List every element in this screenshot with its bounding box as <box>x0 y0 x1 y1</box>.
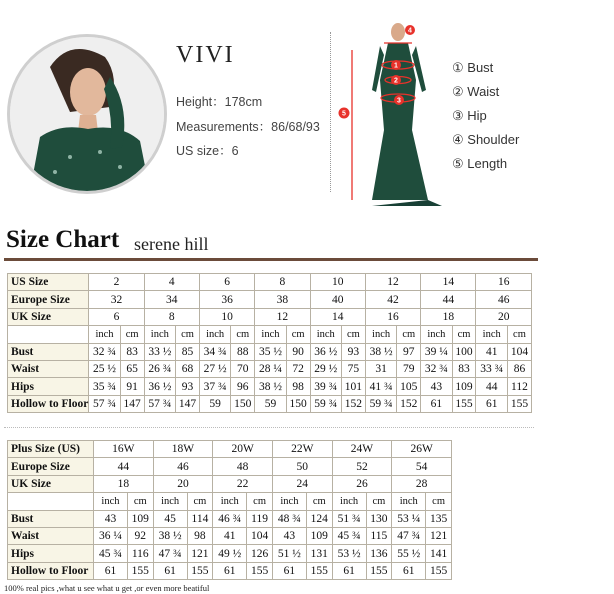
unit-cell: cm <box>452 326 476 343</box>
measurement-cell: 155 <box>426 562 452 579</box>
model-height: Height：178cm <box>176 95 263 109</box>
size-cell: 2 <box>89 274 144 291</box>
row-header: Europe Size <box>8 458 94 475</box>
measurement-cell: 93 <box>176 378 200 395</box>
unit-row <box>8 493 452 510</box>
measurement-cell: 147 <box>176 395 200 412</box>
measurement-cell: 136 <box>366 545 392 562</box>
size-cell: 20 <box>476 308 532 325</box>
size-cell: 8 <box>255 274 310 291</box>
model-portrait-image <box>10 37 164 191</box>
footnote: 100% real pics ,what u see what u get ,or even more beatiful <box>4 583 210 593</box>
size-cell: 16 <box>476 274 532 291</box>
size-cell: 54 <box>392 458 452 475</box>
size-cell: 26W <box>392 441 452 458</box>
measurement-cell: 45 <box>153 510 187 527</box>
model-us-size: US size：6 <box>176 144 239 158</box>
unit-cell: inch <box>255 326 286 343</box>
measurement-cell: 101 <box>341 378 365 395</box>
unit-cell: cm <box>507 326 531 343</box>
row-header: Hips <box>8 378 89 395</box>
size-cell: 46 <box>153 458 213 475</box>
row-header: Waist <box>8 360 89 377</box>
measurement-cell: 57 ¾ <box>144 395 175 412</box>
measurement-cell: 131 <box>306 545 332 562</box>
measurement-cell: 150 <box>231 395 255 412</box>
size-cell: 20W <box>213 441 273 458</box>
measurement-cell: 37 ¾ <box>199 378 230 395</box>
measurement-cell: 98 <box>187 527 213 544</box>
measurement-cell: 109 <box>306 527 332 544</box>
measurement-row <box>8 343 532 360</box>
standard-size-table <box>7 273 532 413</box>
row-header: US Size <box>8 274 89 291</box>
measurement-cell: 61 <box>94 562 128 579</box>
measurement-cell: 91 <box>120 378 144 395</box>
size-cell: 32 <box>89 291 144 308</box>
measurement-cell: 33 ¾ <box>476 360 507 377</box>
measurement-cell: 104 <box>247 527 273 544</box>
measurement-cell: 121 <box>426 527 452 544</box>
model-measurements: Measurements：86/68/93 <box>176 120 320 134</box>
size-chart-title: Size Chart <box>6 226 120 253</box>
unit-cell: cm <box>366 493 392 510</box>
measurement-cell: 53 ½ <box>332 545 366 562</box>
measurement-cell: 121 <box>187 545 213 562</box>
measurement-cell: 68 <box>176 360 200 377</box>
measurement-cell: 45 ¾ <box>94 545 128 562</box>
measurement-cell: 47 ¾ <box>392 527 426 544</box>
size-row <box>8 291 532 308</box>
measurement-cell: 41 <box>476 343 507 360</box>
unit-cell: inch <box>365 326 396 343</box>
measurement-cell: 70 <box>231 360 255 377</box>
measurement-cell: 65 <box>120 360 144 377</box>
measurement-cell: 155 <box>366 562 392 579</box>
measurement-cell: 51 ½ <box>272 545 306 562</box>
marker-label: 2 <box>394 77 398 85</box>
measurement-cell: 61 <box>272 562 306 579</box>
measurement-cell: 141 <box>426 545 452 562</box>
size-cell: 42 <box>365 291 420 308</box>
unit-cell: inch <box>153 493 187 510</box>
measurement-cell: 32 ¾ <box>421 360 452 377</box>
measurement-cell: 35 ¾ <box>89 378 120 395</box>
marker-label: 5 <box>342 110 346 118</box>
size-cell: 16 <box>365 308 420 325</box>
measurement-cell: 135 <box>426 510 452 527</box>
size-cell: 20 <box>153 475 213 492</box>
row-header: Europe Size <box>8 291 89 308</box>
measurement-row <box>8 527 452 544</box>
size-row <box>8 475 452 492</box>
size-cell: 44 <box>421 291 476 308</box>
measurement-cell: 59 ¾ <box>365 395 396 412</box>
unit-cell: inch <box>94 493 128 510</box>
measurement-cell: 152 <box>341 395 365 412</box>
measurement-cell: 31 <box>365 360 396 377</box>
size-cell: 28 <box>392 475 452 492</box>
unit-cell: inch <box>144 326 175 343</box>
size-cell: 10 <box>199 308 254 325</box>
unit-cell: cm <box>426 493 452 510</box>
measurement-cell: 85 <box>176 343 200 360</box>
size-row <box>8 441 452 458</box>
size-cell: 36 <box>199 291 254 308</box>
measurement-cell: 105 <box>397 378 421 395</box>
measurement-cell: 116 <box>127 545 153 562</box>
row-header: Bust <box>8 510 94 527</box>
measurement-cell: 100 <box>452 343 476 360</box>
size-cell: 14 <box>421 274 476 291</box>
measurement-cell: 124 <box>306 510 332 527</box>
size-cell: 6 <box>89 308 144 325</box>
row-header: UK Size <box>8 308 89 325</box>
row-header: Plus Size (US) <box>8 441 94 458</box>
plus-size-table <box>7 440 452 580</box>
row-header: Hips <box>8 545 94 562</box>
size-cell: 18 <box>94 475 154 492</box>
measurement-cell: 150 <box>286 395 310 412</box>
measurement-row <box>8 545 452 562</box>
section-divider <box>330 32 331 192</box>
measurement-cell: 25 ½ <box>89 360 120 377</box>
measurement-cell: 27 ½ <box>199 360 230 377</box>
measurement-cell: 75 <box>341 360 365 377</box>
measurement-cell: 155 <box>507 395 531 412</box>
unit-cell: inch <box>199 326 230 343</box>
measurement-cell: 119 <box>247 510 273 527</box>
unit-cell: cm <box>247 493 273 510</box>
size-cell: 14 <box>310 308 365 325</box>
measurement-cell: 55 ½ <box>392 545 426 562</box>
size-cell: 16W <box>94 441 154 458</box>
blank-cell <box>8 326 89 343</box>
marker-label: 3 <box>397 97 401 105</box>
unit-cell: inch <box>392 493 426 510</box>
size-cell: 24W <box>332 441 392 458</box>
size-cell: 44 <box>94 458 154 475</box>
model-photo <box>7 34 167 194</box>
measurement-cell: 96 <box>231 378 255 395</box>
measurement-cell: 26 ¾ <box>144 360 175 377</box>
measurement-cell: 49 ½ <box>213 545 247 562</box>
blank-cell <box>8 493 94 510</box>
unit-cell: cm <box>341 326 365 343</box>
measurement-cell: 79 <box>397 360 421 377</box>
measurement-cell: 59 <box>255 395 286 412</box>
measurement-cell: 41 <box>213 527 247 544</box>
measurement-cell: 61 <box>392 562 426 579</box>
size-cell: 12 <box>255 308 310 325</box>
unit-cell: cm <box>397 326 421 343</box>
marker-label: 1 <box>394 62 398 70</box>
size-cell: 6 <box>199 274 254 291</box>
measurement-cell: 61 <box>153 562 187 579</box>
row-header: Hollow to Floor <box>8 395 89 412</box>
measurement-cell: 59 <box>199 395 230 412</box>
measurement-cell: 32 ¾ <box>89 343 120 360</box>
row-header: UK Size <box>8 475 94 492</box>
measurement-cell: 34 ¾ <box>199 343 230 360</box>
measurement-cell: 41 ¾ <box>365 378 396 395</box>
measurement-cell: 115 <box>366 527 392 544</box>
measurement-cell: 112 <box>507 378 531 395</box>
measurement-row <box>8 378 532 395</box>
measurement-cell: 155 <box>127 562 153 579</box>
table-divider <box>4 427 534 428</box>
legend-item-shoulder: ④ Shoulder <box>452 132 520 147</box>
measurement-cell: 93 <box>341 343 365 360</box>
row-header: Hollow to Floor <box>8 562 94 579</box>
size-cell: 18W <box>153 441 213 458</box>
size-chart-subtitle: serene hill <box>134 234 209 254</box>
measurement-cell: 33 ½ <box>144 343 175 360</box>
unit-cell: inch <box>213 493 247 510</box>
measurement-cell: 59 ¾ <box>310 395 341 412</box>
measurement-cell: 45 ¾ <box>332 527 366 544</box>
size-row <box>8 274 532 291</box>
size-cell: 48 <box>213 458 273 475</box>
measurement-cell: 43 <box>421 378 452 395</box>
size-cell: 26 <box>332 475 392 492</box>
unit-cell: inch <box>476 326 507 343</box>
row-header: Bust <box>8 343 89 360</box>
measurement-cell: 92 <box>127 527 153 544</box>
measurement-cell: 53 ¼ <box>392 510 426 527</box>
measurement-cell: 38 ½ <box>153 527 187 544</box>
size-cell: 10 <box>310 274 365 291</box>
measurement-cell: 155 <box>247 562 273 579</box>
measurement-cell: 72 <box>286 360 310 377</box>
measurement-cell: 57 ¾ <box>89 395 120 412</box>
measurement-cell: 48 ¾ <box>272 510 306 527</box>
size-row <box>8 308 532 325</box>
measurement-cell: 36 ¼ <box>94 527 128 544</box>
unit-cell: inch <box>272 493 306 510</box>
measurement-row <box>8 395 532 412</box>
unit-cell: cm <box>306 493 332 510</box>
measurement-cell: 147 <box>120 395 144 412</box>
measurement-cell: 39 ¼ <box>421 343 452 360</box>
legend-item-length: ⑤ Length <box>452 156 508 171</box>
size-cell: 24 <box>272 475 332 492</box>
size-cell: 4 <box>144 274 199 291</box>
measurement-cell: 97 <box>397 343 421 360</box>
measurement-cell: 38 ½ <box>365 343 396 360</box>
measurement-cell: 155 <box>452 395 476 412</box>
measurement-cell: 38 ½ <box>255 378 286 395</box>
unit-cell: inch <box>89 326 120 343</box>
measurement-cell: 43 <box>94 510 128 527</box>
measurement-cell: 43 <box>272 527 306 544</box>
size-row <box>8 458 452 475</box>
measurement-cell: 47 ¾ <box>153 545 187 562</box>
measurement-cell: 155 <box>306 562 332 579</box>
measurement-cell: 104 <box>507 343 531 360</box>
measurement-row <box>8 360 532 377</box>
unit-row <box>8 326 532 343</box>
measurement-cell: 61 <box>332 562 366 579</box>
unit-cell: inch <box>421 326 452 343</box>
unit-cell: cm <box>120 326 144 343</box>
size-cell: 52 <box>332 458 392 475</box>
measurement-cell: 44 <box>476 378 507 395</box>
measurement-cell: 83 <box>452 360 476 377</box>
measurement-cell: 126 <box>247 545 273 562</box>
measurement-cell: 152 <box>397 395 421 412</box>
legend-item-bust: ① Bust <box>452 60 494 75</box>
size-cell: 50 <box>272 458 332 475</box>
unit-cell: cm <box>187 493 213 510</box>
legend-item-hip: ③ Hip <box>452 108 487 123</box>
measurement-cell: 61 <box>476 395 507 412</box>
measurement-cell: 109 <box>127 510 153 527</box>
measurement-cell: 35 ½ <box>255 343 286 360</box>
measurement-cell: 130 <box>366 510 392 527</box>
unit-cell: inch <box>332 493 366 510</box>
size-cell: 46 <box>476 291 532 308</box>
legend-item-waist: ② Waist <box>452 84 500 99</box>
measurement-cell: 90 <box>286 343 310 360</box>
measurement-cell: 28 ¼ <box>255 360 286 377</box>
unit-cell: cm <box>231 326 255 343</box>
measurement-cell: 109 <box>452 378 476 395</box>
measurement-cell: 88 <box>231 343 255 360</box>
measurement-row <box>8 510 452 527</box>
unit-cell: cm <box>286 326 310 343</box>
measurement-cell: 46 ¾ <box>213 510 247 527</box>
measurement-cell: 36 ½ <box>144 378 175 395</box>
measurement-cell: 29 ½ <box>310 360 341 377</box>
size-cell: 8 <box>144 308 199 325</box>
marker-label: 4 <box>408 27 412 35</box>
unit-cell: cm <box>176 326 200 343</box>
size-cell: 18 <box>421 308 476 325</box>
size-cell: 34 <box>144 291 199 308</box>
measurement-diagram <box>332 10 442 210</box>
measurement-cell: 155 <box>187 562 213 579</box>
title-rule <box>4 258 538 261</box>
model-name: VIVI <box>176 42 235 68</box>
size-cell: 38 <box>255 291 310 308</box>
measurement-row <box>8 562 452 579</box>
measurement-cell: 61 <box>213 562 247 579</box>
unit-cell: inch <box>310 326 341 343</box>
measurement-cell: 51 ¾ <box>332 510 366 527</box>
size-cell: 12 <box>365 274 420 291</box>
measurement-cell: 86 <box>507 360 531 377</box>
measurement-cell: 98 <box>286 378 310 395</box>
measurement-cell: 36 ½ <box>310 343 341 360</box>
size-cell: 22 <box>213 475 273 492</box>
measurement-cell: 61 <box>421 395 452 412</box>
unit-cell: cm <box>127 493 153 510</box>
measurement-cell: 83 <box>120 343 144 360</box>
row-header: Waist <box>8 527 94 544</box>
size-cell: 22W <box>272 441 332 458</box>
measurement-cell: 114 <box>187 510 213 527</box>
size-cell: 40 <box>310 291 365 308</box>
measurement-cell: 39 ¾ <box>310 378 341 395</box>
